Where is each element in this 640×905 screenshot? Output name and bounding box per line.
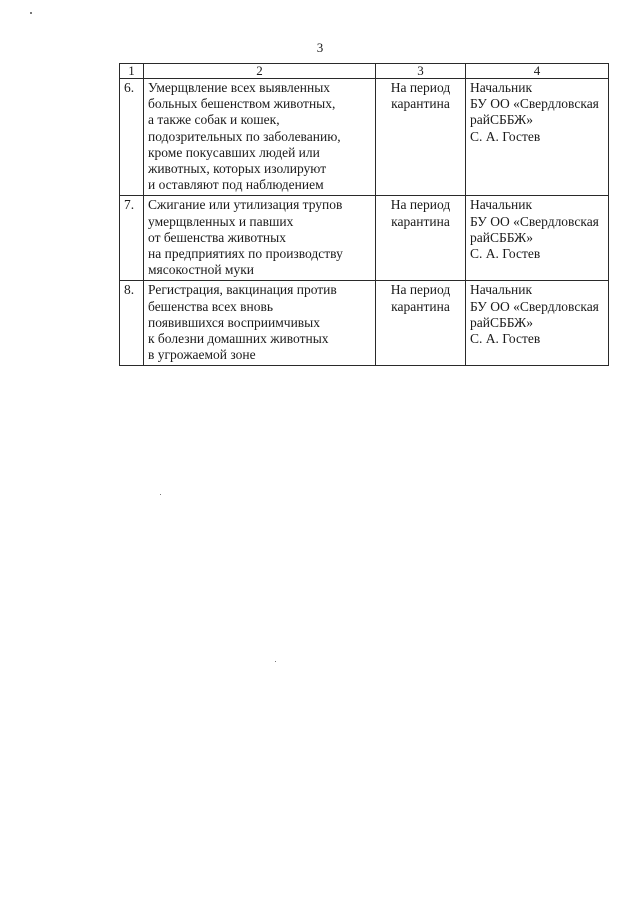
column-header: 2 (144, 64, 376, 79)
period-line: На период (390, 80, 451, 95)
responsible-line: райСББЖ» (470, 229, 533, 245)
period-line: На период (390, 282, 451, 298)
responsible-cell (466, 281, 609, 366)
measure-line: кроме покусавших людей или (148, 144, 320, 160)
measure-line: и оставляют под наблюдением (148, 177, 324, 193)
page-number: 3 (316, 40, 324, 55)
period-cell (376, 281, 466, 366)
responsible-cell (466, 196, 609, 281)
measure-cell (144, 281, 376, 366)
measure-line: больных бешенством животных, (148, 96, 336, 112)
measures-table (119, 63, 609, 366)
measure-cell (144, 79, 376, 196)
responsible-line: БУ ОО «Свердловская (470, 213, 599, 229)
period-line: карантина (391, 298, 450, 314)
period-line: На период (390, 197, 451, 213)
responsible-line: Начальник (470, 197, 533, 213)
table-row (120, 196, 609, 281)
row-number: 7. (120, 196, 144, 281)
responsible-line: БУ ОО «Свердловская (470, 298, 599, 314)
period-cell (376, 196, 466, 281)
table-row (120, 281, 609, 366)
measure-line: в угрожаемой зоне (148, 347, 256, 363)
measure-line: животных, которых изолируют (148, 161, 327, 177)
measure-line: а также собак и кошек, (148, 112, 280, 128)
responsible-line: БУ ОО «Свердловская (470, 96, 599, 112)
row-number: 6. (120, 79, 144, 196)
measure-line: Умерщвление всех выявленных (148, 80, 331, 95)
column-header: 4 (466, 64, 609, 79)
scan-speck (275, 661, 276, 662)
scan-speck (30, 12, 32, 14)
measure-line: мясокостной муки (148, 262, 254, 278)
responsible-line: Начальник (470, 80, 533, 95)
measure-line: Регистрация, вакцинация против (148, 282, 337, 298)
measure-line: умерщвленных и павших (148, 213, 294, 229)
measure-line: Сжигание или утилизация трупов (148, 197, 343, 213)
row-number: 8. (120, 281, 144, 366)
measure-line: от бешенства животных (148, 229, 286, 245)
table-row (120, 79, 609, 196)
responsible-cell (466, 79, 609, 196)
period-cell (376, 79, 466, 196)
measure-line: подозрительных по заболеванию, (148, 128, 341, 144)
period-line: карантина (391, 96, 450, 112)
measure-line: появившихся восприимчивых (148, 314, 320, 330)
responsible-line: С. А. Гостев (470, 246, 541, 262)
measure-cell (144, 196, 376, 281)
responsible-line: С. А. Гостев (470, 331, 541, 347)
responsible-line: С. А. Гостев (470, 128, 541, 144)
measure-line: бешенства всех вновь (148, 298, 274, 314)
column-header: 3 (376, 64, 466, 79)
measure-line: к болезни домашних животных (148, 331, 329, 347)
column-header: 1 (120, 64, 144, 79)
period-line: карантина (391, 213, 450, 229)
table-header-row (120, 64, 609, 79)
responsible-line: райСББЖ» (470, 314, 533, 330)
responsible-line: Начальник (470, 282, 533, 298)
responsible-line: райСББЖ» (470, 112, 533, 128)
scan-speck (160, 494, 161, 495)
measure-line: на предприятиях по производству (148, 246, 343, 262)
